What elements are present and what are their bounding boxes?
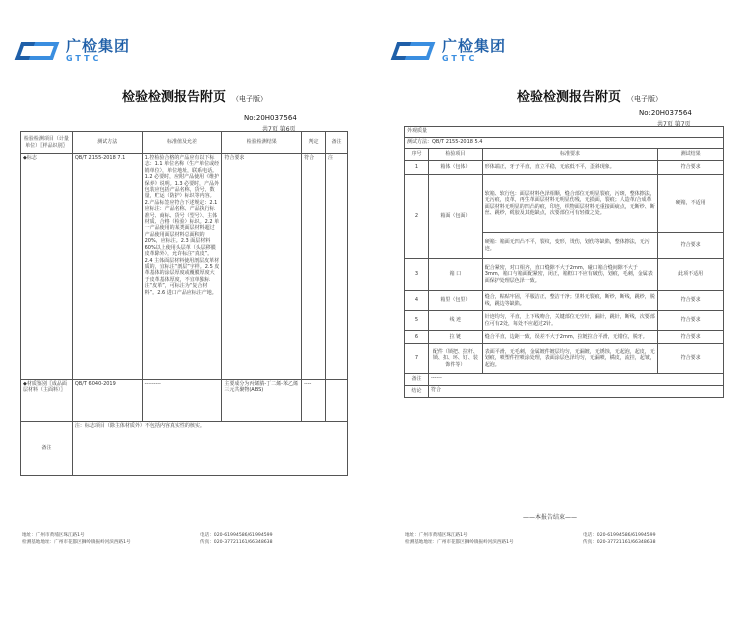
gttc-logo-icon [394,38,436,64]
appearance-quality-table [404,126,724,398]
gttc-logo [18,38,130,64]
report-number: No:20H037564 [244,114,297,122]
remark-label: 备注 [405,374,429,386]
remark-text: ------ [428,374,723,386]
header-standard: 标准值及允差 [142,132,222,154]
table-row: ◆标志 QB/T 2155-2018 7.1 1.控检验合格的产品应有以下标志：1.1 单位名称（生产单位或经销单位），单位地址，联系电话。1.2 必要时，应附产品使用《维护保养》说明。1.3 必要时，产品外包装应包括产品名称，货号，数量，贮运（防护）标识等内容。2.产品标签应符合下述规定：2.1 应标注：产品名称、产品执行标准号、商标、货号（型号）、主体材质、合格（检验）标识。2.2 单一产品使用的某类面层材料超过产品使用面层材料总面积的20%，应标注。2.3 面层材料60%以上使用头层革（头层移膜皮革除外），允许标注“真皮”。2.4 主体面层材料使用剖层皮革材质的，宜标注“剖层”字样。2.5 皮革基体的涂层厚度或覆膜厚度大于皮革基体厚度，不宜单独标注“皮革”，可标注为“复合材料”。2.6 进口产品应标注产地。 符合要求 符合 注 [21,154,348,380]
page-footer: 地址：广州市黄埔区珠江路1号 检测基地地址：广州市花都区狮岭镇振岭河滨西路1号 电话：020-61994586/61994599 传真：020-37721161/66348638 [405,533,656,545]
report-page-7 [375,0,750,640]
brand-name-cn: 广检集团 [442,37,507,55]
table-row: 4 箱里（包里） 缝合，粘贴牢固，平服洁正，整洁干净；里料无裂痕，断纱，断线，跳纱，脱线，跳边等缺陷。 符合要求 [405,291,724,311]
table-row: 7 配件（锁把、拉杆、锁、扣、环、钉、装饰件等） 表面平滑，无毛刺，金属镀件镀层均匀，无漏镀，无锈蚀，无起泡，起皮，无划痕，喷塑件控喷涂处理，表面涂层色泽均匀，无漏喷，橘皮，流挂，起皱，起泡。 符合要求 [405,344,724,374]
test-results-table [20,131,348,476]
table-row: 2 箱面（包面） 软箱、软行包：面层材料色泽相顺，缝合部位无明显裂痕，污斑，整体擦法，无污痕，皮革，再生革面层材料无明显伤残，无损面，裂痕；人造革/合成革面层材料无明显的凹凸的痕，印迹，织物面层材料无重接面疵点，无断纱、断丝、跳纱，缆胶及其他缺点，次要部位可有轻微之处。 硬箱，不适用 [405,175,724,233]
table-row: 1 箱体（包体） 形体端正，牙子平直，直立平稳，无底低不平，歪斜现象。 符合要求 [405,161,724,175]
gttc-logo-icon [18,38,60,64]
verdict-label: 结论 [405,386,429,398]
table-header-row [21,132,348,154]
gttc-logo [394,38,506,64]
table-row: 5 线 迹 针迹均匀，平直，上下线吻合，关键部位无空针，漏针，跳针，断线，次要部位可有2处，每处不应超过2针。 符合要求 [405,311,724,331]
page-title: 检验检测报告附页 （电子版） [122,90,268,105]
table-row: 硬箱：箱面无凹凸不平，裂纹，变形，烫伤，划伤等缺陷，整体擦法，无污迹。 符合要求 [405,233,724,259]
header-result: 测试结果 [658,149,724,161]
header-note: 备注 [326,132,348,154]
header-item: 检验检测项目（计量单位）〖样品识别〗 [21,132,73,154]
remark-label: 备注 [21,422,73,476]
page-count: 共7页 第7页 [657,121,691,128]
table-header-row [405,149,724,161]
table-row: 3 箱 口 配合紧密，对口相齐，直口缝隙不大于2mm，碰口箱合缝间隙不大于3mm，箱口与箱面配紧密，闭正，箱框口不应有破伤，划痕，毛刺，金属表面保护处理层色泽一致。 此项不适用 [405,259,724,291]
report-number: No:20H037564 [639,109,692,117]
remark-text: 注：标志项目（除主体材质外）不包括内容真实性的核实。 [72,422,347,476]
table-row: 6 拉 链 缝合平直，边距一致，误差不大于2mm，拉链拉合平滑，无错位，脱牙。 符合要求 [405,331,724,344]
header-item: 检验项目 [428,149,482,161]
remark-row [21,422,348,476]
header-no: 序号 [405,149,429,161]
remark-row [405,374,724,386]
header-verdict: 判定 [302,132,326,154]
page-footer: 地址：广州市黄埔区珠江路1号 检测基地地址：广州市花都区狮岭镇振岭河滨西路1号 电话：020-61994586/61994599 传真：020-37721161/66348638 [22,533,273,545]
brand-name-cn: 广检集团 [66,37,131,55]
page-count: 共7页 第6页 [262,126,296,133]
method-line: 测试方法：QB/T 2155-2018 5.4 [405,138,724,149]
brand-name-en: GTTC [442,54,478,63]
section-title: 外观质量 [405,127,724,138]
edition-label: （电子版） [627,95,663,103]
edition-label: （电子版） [232,95,268,103]
header-requirement: 标准要求 [482,149,657,161]
brand-name-en: GTTC [66,54,102,63]
end-of-report: ——本报告结束—— [523,514,578,521]
header-result: 检验检测结果 [222,132,302,154]
verdict-text: 符合 [428,386,723,398]
header-method: 测试方法 [72,132,142,154]
verdict-row [405,386,724,398]
table-row: ◆材质鉴别〖成品面层材料（主面料）〗 QB/T 6040-2019 --------- 主要成分为丙烯腈-丁二烯-苯乙烯三元共聚物(ABS) ---- [21,380,348,422]
page-title: 检验检测报告附页 （电子版） [517,90,663,105]
